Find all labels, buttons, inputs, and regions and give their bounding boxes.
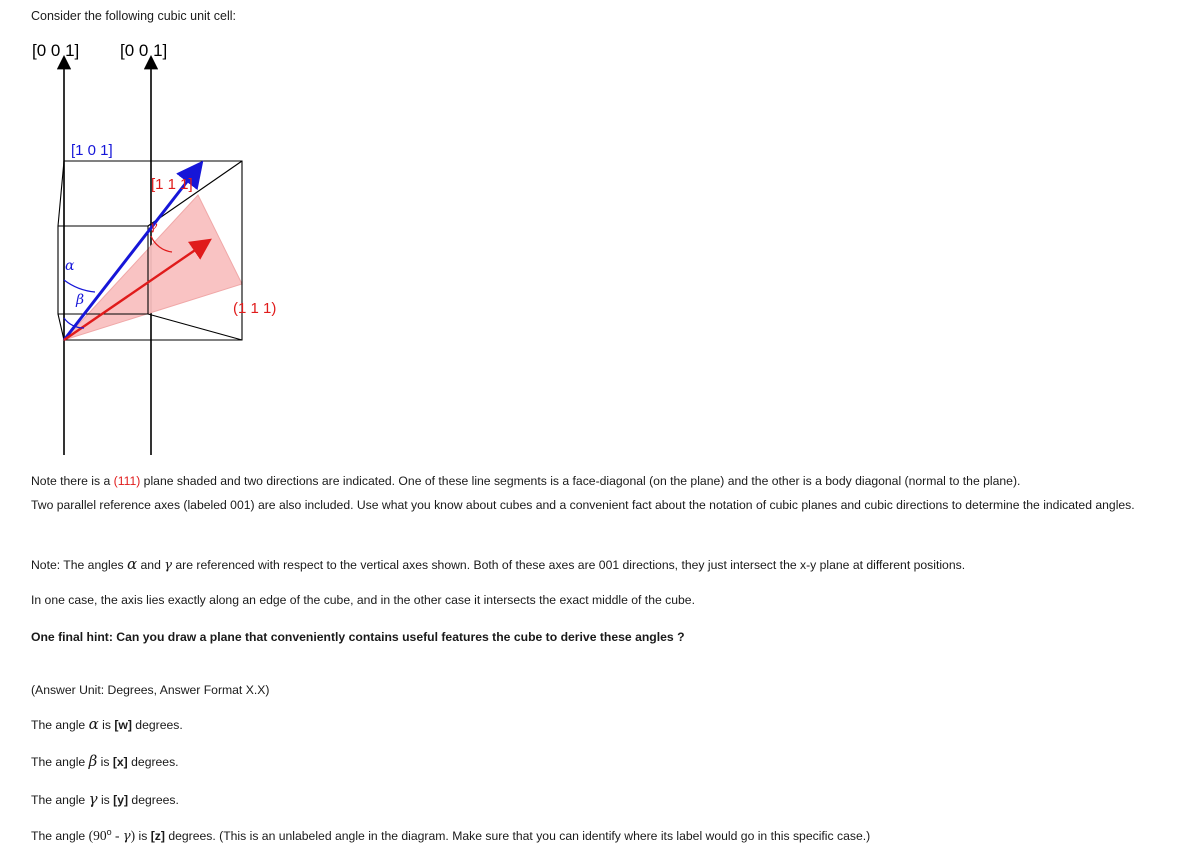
answer-line-gamma: [31, 790, 179, 808]
note1-plane: (111): [113, 474, 141, 488]
axis-right-label: [0 0 1]: [120, 41, 168, 60]
plane-label: (1 1 1): [233, 300, 277, 317]
axis-left-label: [0 0 1]: [32, 41, 80, 60]
complement-expr-close: ): [130, 828, 136, 844]
beta-mid: is: [97, 755, 113, 769]
gamma-lead: The angle: [31, 793, 89, 807]
answer-unit-note: (Answer Unit: Degrees, Answer Format X.X): [31, 683, 270, 697]
note-line-4: In one case, the axis lies exactly along an edge of the cube, and in the other case it intersects the exact middle of the cube.: [31, 593, 695, 607]
answer-line-beta: [31, 752, 179, 770]
note1-part-a: Note there is a: [31, 474, 114, 488]
complement-lead: The angle: [31, 829, 89, 844]
beta-answer-blank[interactable]: [x]: [112, 755, 128, 769]
hint-lead: One final hint:: [31, 630, 113, 644]
complement-mid: is: [135, 829, 151, 844]
note3-gamma: γ: [164, 558, 173, 573]
final-hint: [31, 630, 685, 644]
note1-part-b: plane shaded and two directions are indicated. One of these line segments is a face-diagonal (on the plane) and the other is a body diagonal (normal to the plane).: [140, 474, 1021, 488]
alpha-symbol: α: [88, 715, 99, 733]
complement-tail: degrees. (This is an unlabeled angle in the diagram. Make sure that you can identify where its label would go in this specific case.): [164, 829, 871, 844]
beta-lead: The angle: [31, 755, 89, 769]
figure-svg: [20, 30, 380, 470]
gamma-mid: is: [97, 793, 114, 807]
cubic-unit-cell-figure: [20, 30, 380, 470]
complement-expr-open: (90: [88, 828, 107, 844]
intro-text: Consider the following cubic unit cell:: [31, 9, 236, 23]
note3-part-a: Note: The angles: [31, 558, 127, 572]
note-line-1: [31, 474, 1020, 488]
complement-answer-blank[interactable]: [z]: [150, 829, 165, 844]
answer-line-alpha: [31, 715, 183, 733]
answer-line-complement: [31, 827, 870, 844]
alpha-answer-blank[interactable]: [w]: [114, 718, 132, 732]
alpha-lead: The angle: [31, 718, 89, 732]
complement-expr-gamma: γ: [122, 829, 131, 845]
face-diagonal-label: [1 0 1]: [71, 142, 113, 159]
alpha-tail: degrees.: [131, 718, 183, 732]
gamma-symbol: γ: [88, 790, 98, 808]
beta-tail: degrees.: [127, 755, 179, 769]
angle-beta-label: β: [76, 292, 85, 308]
hint-rest: Can you draw a plane that conveniently contains useful features the cube to derive these angles ?: [112, 630, 685, 644]
alpha-mid: is: [98, 718, 115, 732]
angle-alpha-label: α: [65, 258, 75, 274]
note-line-2: Two parallel reference axes (labeled 001) are also included. Use what you know about cubes and a convenient fact about the notation of cubic planes and cubic directions to determine the indicated angles.: [31, 498, 1135, 512]
complement-expr-sup: o: [106, 827, 112, 837]
gamma-answer-blank[interactable]: [y]: [113, 793, 129, 807]
note-line-3: [31, 555, 965, 573]
angle-gamma-label: γ: [150, 219, 158, 233]
note3-part-b: and: [137, 558, 165, 572]
gamma-tail: degrees.: [128, 793, 179, 807]
beta-symbol: β: [88, 752, 98, 770]
note3-part-c: are referenced with respect to the vertical axes shown. Both of these axes are 001 directions, they just intersect the x-y plane at different positions.: [172, 558, 966, 572]
body-diagonal-label: [1 1 1]: [151, 176, 193, 193]
complement-expr-minus: -: [111, 828, 123, 844]
note3-alpha: α: [126, 555, 138, 573]
